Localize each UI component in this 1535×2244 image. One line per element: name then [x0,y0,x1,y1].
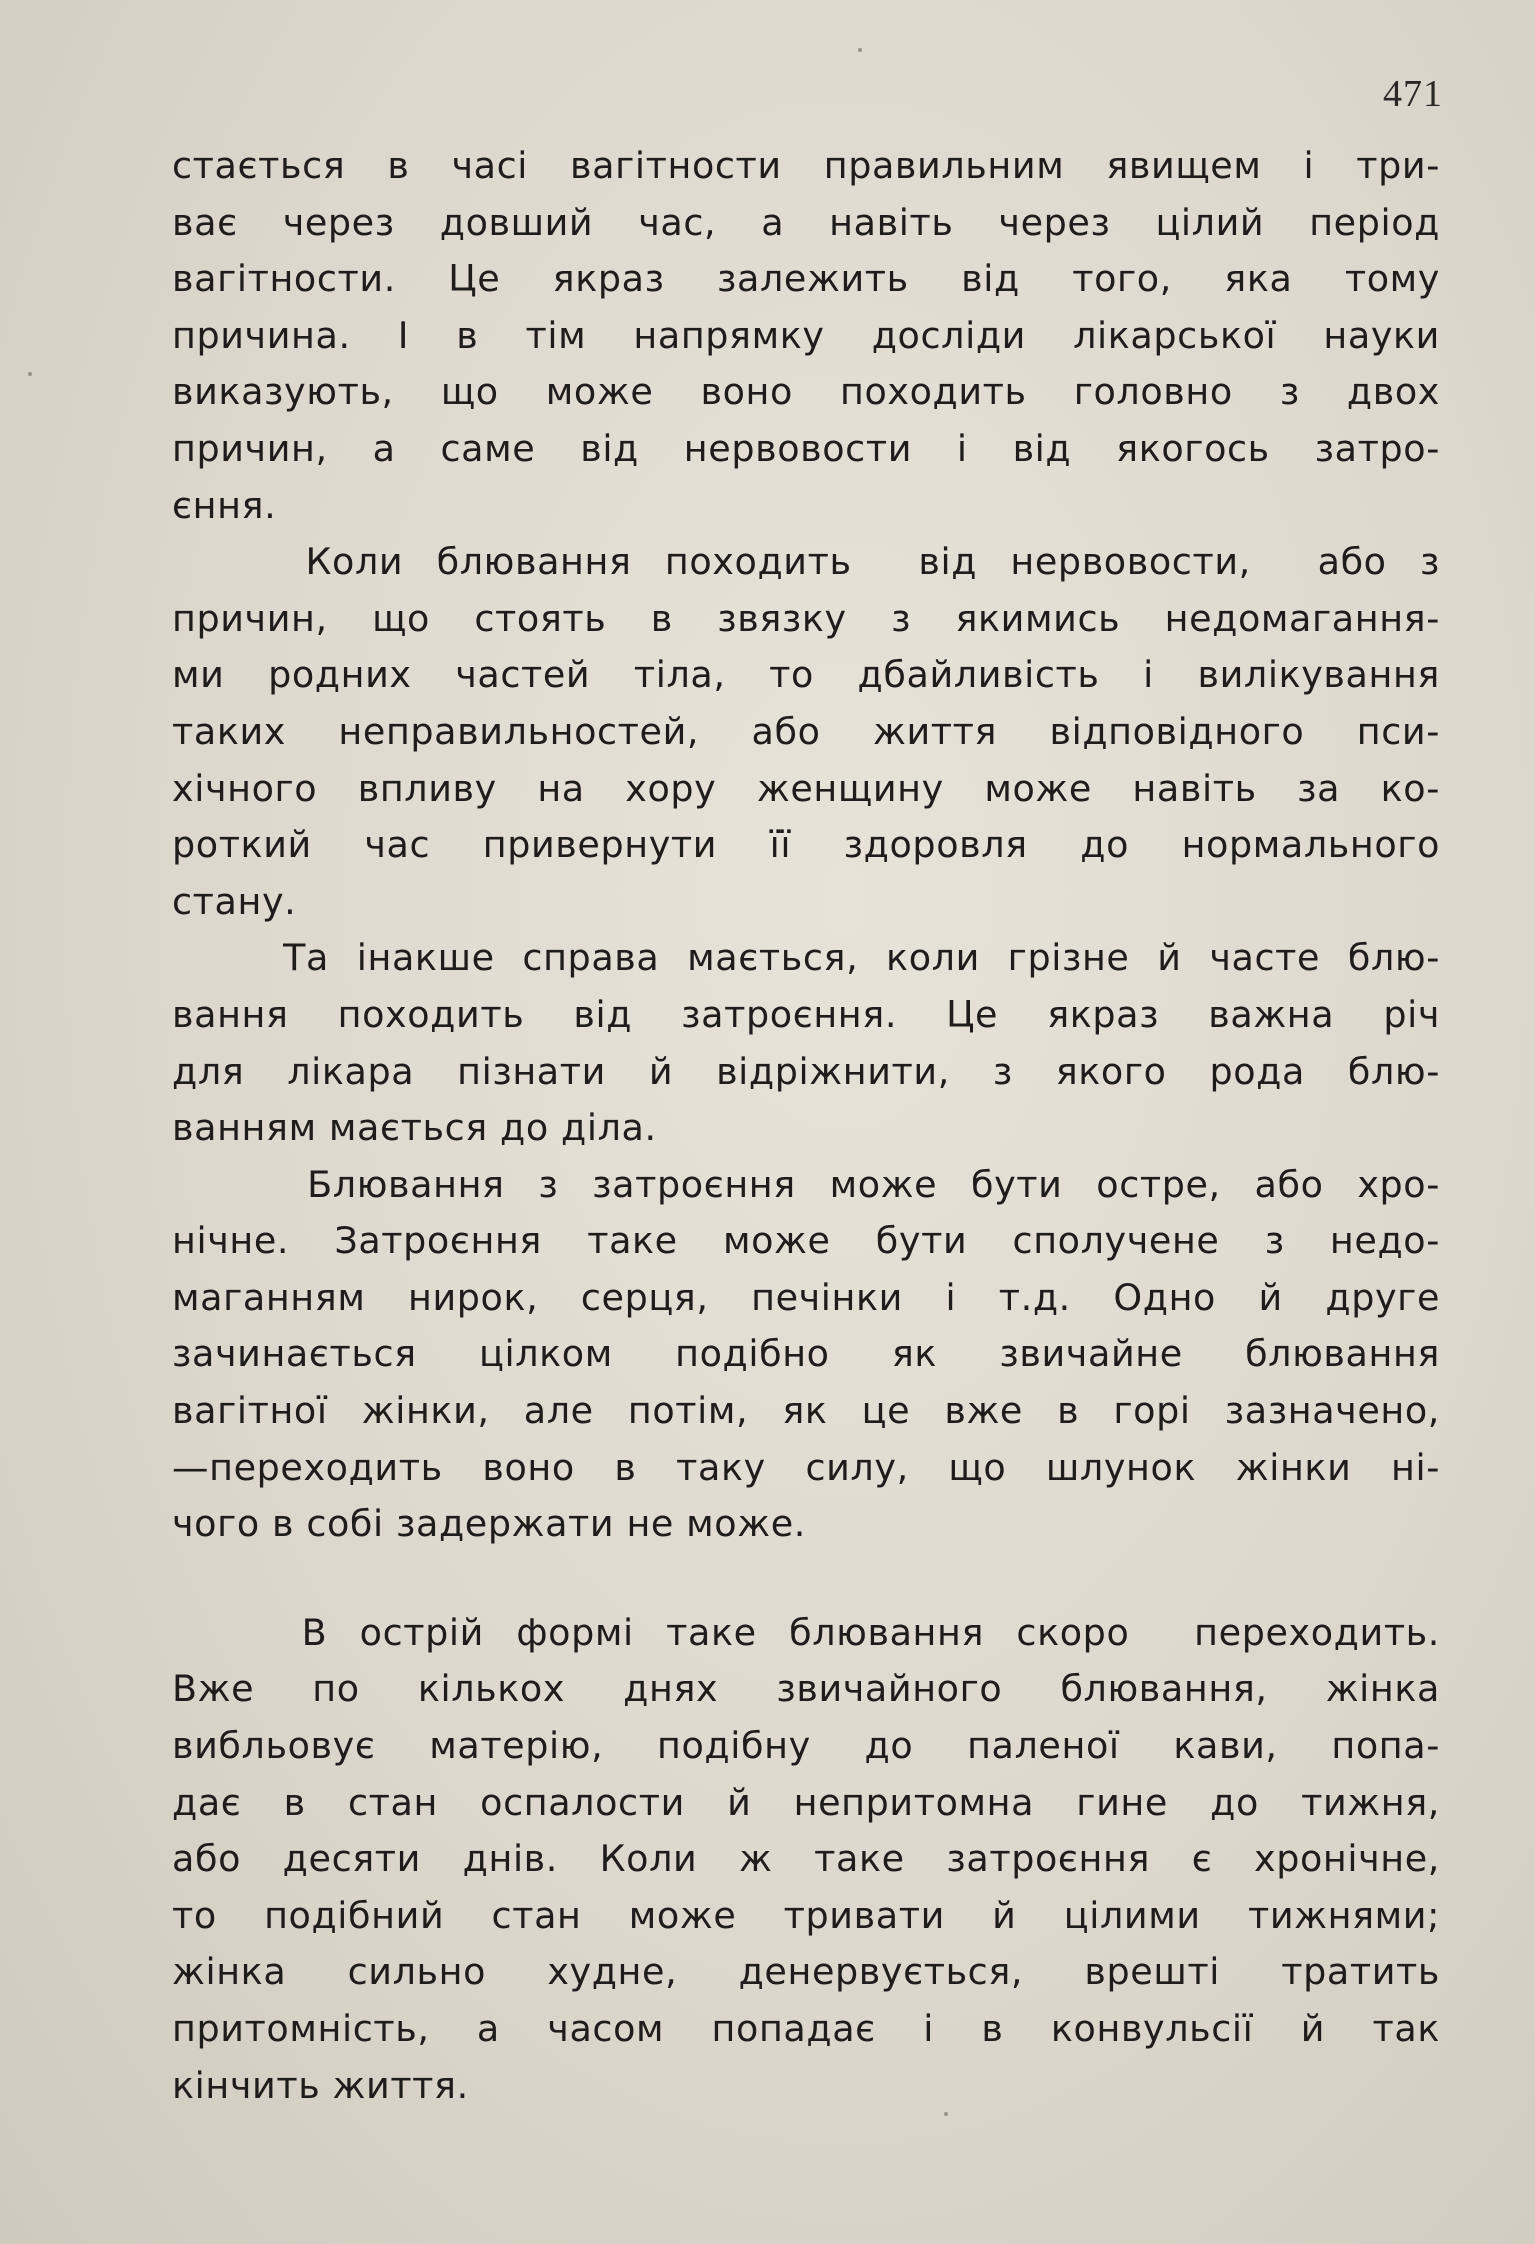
text-line: причин, а саме від нервовости і від якогось затро- [172,426,1440,470]
text-line: чого в собі задержати не може. [172,1502,806,1546]
text-line: кінчить життя. [172,2063,469,2107]
paragraph [172,138,1440,534]
text-line: —переходить воно в таку силу, що шлунок жінки ні- [172,1445,1440,1489]
paper-speck [28,372,32,376]
text-line: вання походить від затроєння. Це якраз важна річ [172,992,1440,1036]
text-line: Та інакше справа мається, коли грізне й часте блю- [172,936,1440,980]
text-line: стану. [172,879,297,923]
text-line: ми родних частей тіла, то дбайливість і вилікування [172,653,1440,697]
text-line: нічне. Затроєння таке може бути сполучене з недо- [172,1219,1440,1263]
text-line: В острій формі таке блювання скоро переходить. [172,1610,1440,1654]
text-line: причин, що стоять в звязку з якимись недомагання- [172,596,1440,640]
text-line: то подібний стан може тривати й цілими тижнями; [172,1893,1440,1937]
paper-speck [858,48,862,52]
text-line: вибльовує матерію, подібну до паленої кави, попа- [172,1724,1440,1768]
text-line: роткий час привернути її здоровля до нормального [172,823,1440,867]
text-line: вагітної жінки, але потім, як це вже в горі зазначено, [172,1389,1440,1433]
paragraph-gap [172,1553,1440,1605]
text-line: зачинається цілком подібно як звичайне блювання [172,1332,1440,1376]
text-line: дає в стан оспалости й непритомна гине до тижня, [172,1780,1440,1824]
text-line: вагітности. Це якраз залежить від того, яка тому [172,257,1440,301]
text-line: для лікара пізнати й відріжнити, з якого рода блю- [172,1049,1440,1093]
text-line: ванням мається до діла. [172,1106,657,1150]
paragraph [172,930,1440,1156]
page-number: 471 [1383,73,1443,115]
paragraph [172,534,1440,930]
text-line: єння. [172,483,277,527]
text-line: Блювання з затроєння може бути остре, або хро- [172,1162,1440,1206]
text-line: Коли блювання походить від нервовости, або з [172,540,1440,584]
text-line: притомність, а часом попадає і в конвульсії й так [172,2007,1440,2050]
text-line: Вже по кількох днях звичайного блювання, жінка [172,1667,1440,1711]
paper-speck [944,2112,948,2116]
text-line: ває через довший час, а навіть через цілий період [172,200,1440,244]
text-line: хічного впливу на хору женщину може навіть за ко- [172,766,1440,810]
paragraph [172,1157,1440,1553]
text-line: або десяти днів. Коли ж таке затроєння є хронічне, [172,1837,1440,1881]
text-line: причина. І в тім напрямку досліди лікарської науки [172,313,1440,357]
text-line: жінка сильно худне, денервується, врешті тратить [172,1950,1440,1994]
text-line: таких неправильностей, або життя відповідного пси- [172,709,1440,753]
text-line: маганням нирок, серця, печінки і т.д. Одно й друге [172,1275,1440,1319]
text-line: виказують, що може воно походить головно з двох [172,370,1440,414]
paragraph [172,1605,1440,2114]
text-line: стається в часі вагітности правильним явищем і три- [172,144,1440,187]
body-text [172,138,1440,2114]
